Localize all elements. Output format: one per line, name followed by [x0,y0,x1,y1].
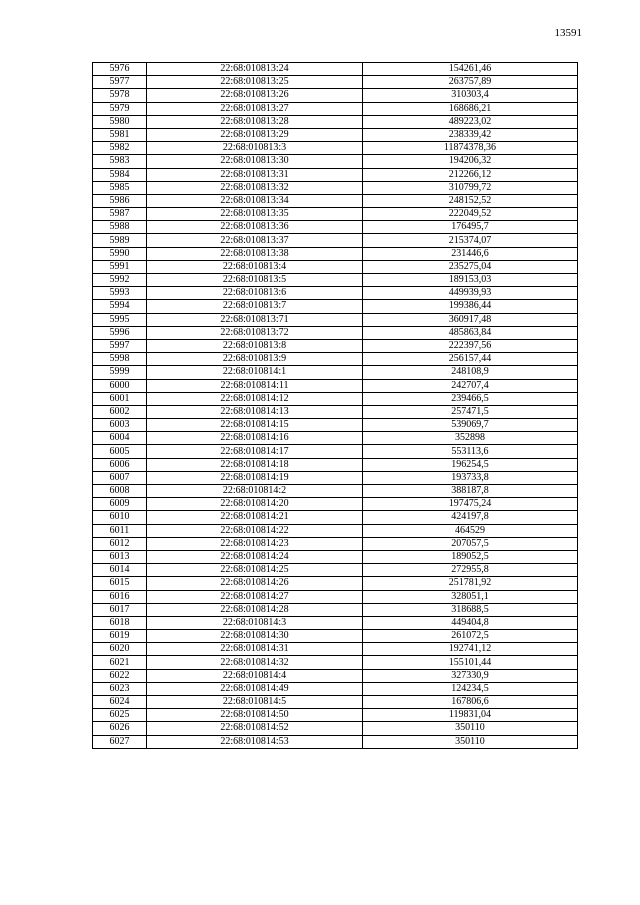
row-number-cell: 6006 [93,458,147,471]
row-number-cell: 5977 [93,76,147,89]
table-row [93,590,578,603]
value-cell: 124234,5 [363,682,578,695]
value-cell: 155101,44 [363,656,578,669]
table-row [93,392,578,405]
row-number-cell: 5999 [93,366,147,379]
cadastral-number-cell: 22:68:010814:19 [147,471,363,484]
table-row [93,247,578,260]
value-cell: 199386,44 [363,300,578,313]
row-number-cell: 6016 [93,590,147,603]
table-body [93,63,578,749]
row-number-cell: 6005 [93,445,147,458]
table-row [93,485,578,498]
cadastral-number-cell: 22:68:010813:24 [147,63,363,76]
cadastral-number-cell: 22:68:010813:30 [147,155,363,168]
table-row [93,76,578,89]
table-row [93,168,578,181]
table-row [93,419,578,432]
value-cell: 388187,8 [363,485,578,498]
cadastral-number-cell: 22:68:010814:52 [147,722,363,735]
table-row [93,366,578,379]
row-number-cell: 6018 [93,616,147,629]
row-number-cell: 5996 [93,326,147,339]
value-cell: 167806,6 [363,696,578,709]
cadastral-number-cell: 22:68:010814:49 [147,682,363,695]
value-cell: 238339,42 [363,128,578,141]
value-cell: 222049,52 [363,208,578,221]
value-cell: 539069,7 [363,419,578,432]
cadastral-number-cell: 22:68:010813:32 [147,181,363,194]
value-cell: 251781,92 [363,577,578,590]
value-cell: 489223,02 [363,115,578,128]
cadastral-number-cell: 22:68:010813:37 [147,234,363,247]
row-number-cell: 6003 [93,419,147,432]
table-row [93,445,578,458]
row-number-cell: 6024 [93,696,147,709]
row-number-cell: 6020 [93,643,147,656]
table-row [93,115,578,128]
cadastral-number-cell: 22:68:010813:71 [147,313,363,326]
cadastral-number-cell: 22:68:010813:9 [147,353,363,366]
value-cell: 310799,72 [363,181,578,194]
row-number-cell: 6004 [93,432,147,445]
row-number-cell: 5993 [93,287,147,300]
cadastral-number-cell: 22:68:010814:21 [147,511,363,524]
table-row [93,63,578,76]
value-cell: 257471,5 [363,405,578,418]
value-cell: 327330,9 [363,669,578,682]
cadastral-number-cell: 22:68:010814:1 [147,366,363,379]
value-cell: 464529 [363,524,578,537]
row-number-cell: 5989 [93,234,147,247]
row-number-cell: 6019 [93,630,147,643]
value-cell: 261072,5 [363,630,578,643]
row-number-cell: 5986 [93,194,147,207]
row-number-cell: 5991 [93,260,147,273]
value-cell: 119831,04 [363,709,578,722]
cadastral-number-cell: 22:68:010814:15 [147,419,363,432]
table-row [93,128,578,141]
table-row [93,656,578,669]
table-row [93,379,578,392]
cadastral-number-cell: 22:68:010814:11 [147,379,363,392]
row-number-cell: 5990 [93,247,147,260]
cadastral-number-cell: 22:68:010814:18 [147,458,363,471]
value-cell: 248152,52 [363,194,578,207]
cadastral-number-cell: 22:68:010813:6 [147,287,363,300]
cadastral-number-cell: 22:68:010814:22 [147,524,363,537]
table-row [93,603,578,616]
row-number-cell: 6023 [93,682,147,695]
table-row [93,260,578,273]
row-number-cell: 5998 [93,353,147,366]
row-number-cell: 6025 [93,709,147,722]
cadastral-number-cell: 22:68:010813:5 [147,274,363,287]
cadastral-number-cell: 22:68:010813:36 [147,221,363,234]
value-cell: 196254,5 [363,458,578,471]
table-row [93,353,578,366]
table-row [93,194,578,207]
row-number-cell: 5979 [93,102,147,115]
cadastral-number-cell: 22:68:010814:13 [147,405,363,418]
table-row [93,287,578,300]
value-cell: 176495,7 [363,221,578,234]
row-number-cell: 6009 [93,498,147,511]
row-number-cell: 6013 [93,550,147,563]
table-row [93,735,578,748]
cadastral-number-cell: 22:68:010814:16 [147,432,363,445]
table-row [93,696,578,709]
value-cell: 168686,21 [363,102,578,115]
value-cell: 194206,32 [363,155,578,168]
table-row [93,405,578,418]
table-row [93,89,578,102]
value-cell: 207057,5 [363,537,578,550]
value-cell: 310303,4 [363,89,578,102]
table-row [93,577,578,590]
value-cell: 11874378,36 [363,142,578,155]
cadastral-number-cell: 22:68:010814:5 [147,696,363,709]
cadastral-number-cell: 22:68:010814:50 [147,709,363,722]
cadastral-number-cell: 22:68:010814:17 [147,445,363,458]
cadastral-number-cell: 22:68:010813:7 [147,300,363,313]
value-cell: 352898 [363,432,578,445]
row-number-cell: 6007 [93,471,147,484]
value-cell: 248108,9 [363,366,578,379]
cadastral-number-cell: 22:68:010813:4 [147,260,363,273]
cadastral-number-cell: 22:68:010814:12 [147,392,363,405]
table-row [93,155,578,168]
row-number-cell: 6010 [93,511,147,524]
table-row [93,616,578,629]
table-row [93,326,578,339]
cadastral-number-cell: 22:68:010814:31 [147,643,363,656]
row-number-cell: 5984 [93,168,147,181]
value-cell: 189153,03 [363,274,578,287]
row-number-cell: 5994 [93,300,147,313]
page-number: 13591 [554,27,582,39]
row-number-cell: 5982 [93,142,147,155]
cadastral-number-cell: 22:68:010813:26 [147,89,363,102]
row-number-cell: 5985 [93,181,147,194]
row-number-cell: 6026 [93,722,147,735]
value-cell: 553113,6 [363,445,578,458]
table-row [93,181,578,194]
value-cell: 360917,48 [363,313,578,326]
cadastral-number-cell: 22:68:010814:3 [147,616,363,629]
row-number-cell: 5978 [93,89,147,102]
cadastral-number-cell: 22:68:010813:72 [147,326,363,339]
row-number-cell: 6011 [93,524,147,537]
cadastral-number-cell: 22:68:010814:28 [147,603,363,616]
row-number-cell: 6000 [93,379,147,392]
value-cell: 449404,8 [363,616,578,629]
row-number-cell: 5988 [93,221,147,234]
cadastral-number-cell: 22:68:010814:30 [147,630,363,643]
row-number-cell: 6008 [93,485,147,498]
table-row [93,550,578,563]
value-cell: 263757,89 [363,76,578,89]
table-row [93,511,578,524]
table-row [93,208,578,221]
row-number-cell: 6021 [93,656,147,669]
table-row [93,142,578,155]
cadastral-number-cell: 22:68:010814:53 [147,735,363,748]
row-number-cell: 5997 [93,339,147,352]
table-row [93,339,578,352]
value-cell: 215374,07 [363,234,578,247]
row-number-cell: 6015 [93,577,147,590]
table-row [93,471,578,484]
table-row [93,432,578,445]
table-row [93,300,578,313]
value-cell: 235275,04 [363,260,578,273]
table-row [93,524,578,537]
cadastral-number-cell: 22:68:010813:34 [147,194,363,207]
value-cell: 318688,5 [363,603,578,616]
cadastral-number-cell: 22:68:010813:29 [147,128,363,141]
cadastral-number-cell: 22:68:010814:2 [147,485,363,498]
table-row [93,564,578,577]
row-number-cell: 5981 [93,128,147,141]
value-cell: 485863,84 [363,326,578,339]
row-number-cell: 5976 [93,63,147,76]
cadastral-number-cell: 22:68:010814:25 [147,564,363,577]
table-row [93,630,578,643]
table-row [93,669,578,682]
value-cell: 242707,4 [363,379,578,392]
row-number-cell: 6001 [93,392,147,405]
table-row [93,102,578,115]
cadastral-number-cell: 22:68:010814:27 [147,590,363,603]
table-row [93,274,578,287]
cadastral-number-cell: 22:68:010814:26 [147,577,363,590]
value-cell: 197475,24 [363,498,578,511]
row-number-cell: 5980 [93,115,147,128]
table-row [93,709,578,722]
cadastral-number-cell: 22:68:010813:31 [147,168,363,181]
value-cell: 189052,5 [363,550,578,563]
value-cell: 350110 [363,722,578,735]
cadastral-number-cell: 22:68:010814:20 [147,498,363,511]
cadastral-number-cell: 22:68:010813:3 [147,142,363,155]
value-cell: 192741,12 [363,643,578,656]
row-number-cell: 5987 [93,208,147,221]
table-row [93,722,578,735]
table-row [93,682,578,695]
cadastral-number-cell: 22:68:010814:4 [147,669,363,682]
cadastral-number-cell: 22:68:010813:27 [147,102,363,115]
row-number-cell: 6017 [93,603,147,616]
row-number-cell: 6002 [93,405,147,418]
value-cell: 222397,56 [363,339,578,352]
value-cell: 328051,1 [363,590,578,603]
row-number-cell: 5983 [93,155,147,168]
table-row [93,221,578,234]
value-cell: 256157,44 [363,353,578,366]
value-cell: 154261,46 [363,63,578,76]
table-row [93,498,578,511]
row-number-cell: 6022 [93,669,147,682]
data-table [92,62,578,749]
value-cell: 212266,12 [363,168,578,181]
value-cell: 193733,8 [363,471,578,484]
cadastral-number-cell: 22:68:010813:38 [147,247,363,260]
table-row [93,643,578,656]
row-number-cell: 5992 [93,274,147,287]
row-number-cell: 6027 [93,735,147,748]
value-cell: 350110 [363,735,578,748]
value-cell: 239466,5 [363,392,578,405]
cadastral-number-cell: 22:68:010813:25 [147,76,363,89]
cadastral-number-cell: 22:68:010813:35 [147,208,363,221]
row-number-cell: 6012 [93,537,147,550]
cadastral-number-cell: 22:68:010813:28 [147,115,363,128]
cadastral-number-cell: 22:68:010813:8 [147,339,363,352]
cadastral-number-cell: 22:68:010814:32 [147,656,363,669]
value-cell: 231446,6 [363,247,578,260]
table-row [93,313,578,326]
row-number-cell: 5995 [93,313,147,326]
value-cell: 272955,8 [363,564,578,577]
row-number-cell: 6014 [93,564,147,577]
table-row [93,537,578,550]
value-cell: 449939,93 [363,287,578,300]
cadastral-number-cell: 22:68:010814:23 [147,537,363,550]
table-row [93,234,578,247]
table-row [93,458,578,471]
value-cell: 424197,8 [363,511,578,524]
cadastral-number-cell: 22:68:010814:24 [147,550,363,563]
